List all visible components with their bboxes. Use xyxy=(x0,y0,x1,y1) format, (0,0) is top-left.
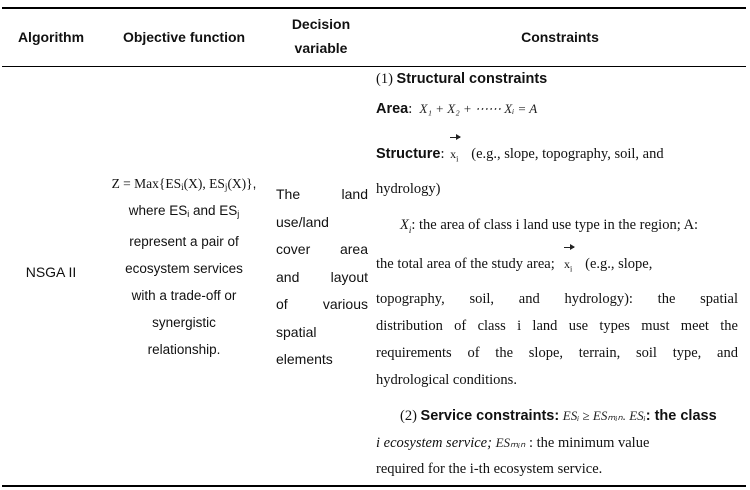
structural-constraints-heading: (1) Structural constraints xyxy=(376,71,548,87)
bottom-rule xyxy=(2,485,746,487)
xi-definition: $X_i$: the area of class i land use type in the region; A: xyxy=(400,217,699,235)
vector-xi: $x_i$ xyxy=(448,141,460,172)
vector-xi: $x_i$ xyxy=(562,251,574,282)
structure-constraint: Structure: $x_i$ (e.g., slope, topography, soil, and xyxy=(376,141,738,172)
objective-formula: $Z = Max\{ES_i(X)$, $ES_j(X)$}, xyxy=(111,176,257,192)
header-decision-variable: Decision variable xyxy=(291,16,351,56)
service-constraints: (2) Service constraints: ESᵢ ≥ ESₘᵢₙ. ESᵢ: the class xyxy=(400,408,717,424)
cell-objective-function: $Z = Max\{ES_i(X)$, $ES_j(X)$}, where $ES_i$ and $ES_j$ represent a pair of ecosystem services with a trade-off or synergistic relationship. xyxy=(100,170,268,363)
header-algorithm: Algorithm xyxy=(17,29,85,45)
header-constraints: Constraints xyxy=(521,29,599,45)
header-objective-function: Objective function xyxy=(122,29,246,45)
cell-algorithm: NSGA II xyxy=(25,264,77,280)
area-constraint: Area: X₁ + X₂ + ⋯⋯ Xᵢ = A xyxy=(376,101,538,117)
cell-decision-variable: The land use/land cover area and layout of various spatial elements xyxy=(276,186,368,367)
top-rule xyxy=(2,7,746,9)
cell-constraints: (1) Structural constraints Area: X₁ + X₂ + ⋯⋯ Xᵢ = A Structure: $x_i$ (e.g., slope, topography, soil, and hydrology) $X_i$: the area of class i land use type in the region; A: the total area of the study area; $x_i$ (e.g., slope, topography, soil, and hydrology): the spatial distribution of class i land use types must meet the requirements of the slope, terrain, soil type, and hydrological conditions. (2) Service constraints: ESᵢ ≥ ESₘᵢₙ. ESᵢ: the class i ecosystem service; ESₘᵢₙ : the minimum value required for the i-th ecosystem service. xyxy=(376,66,738,484)
